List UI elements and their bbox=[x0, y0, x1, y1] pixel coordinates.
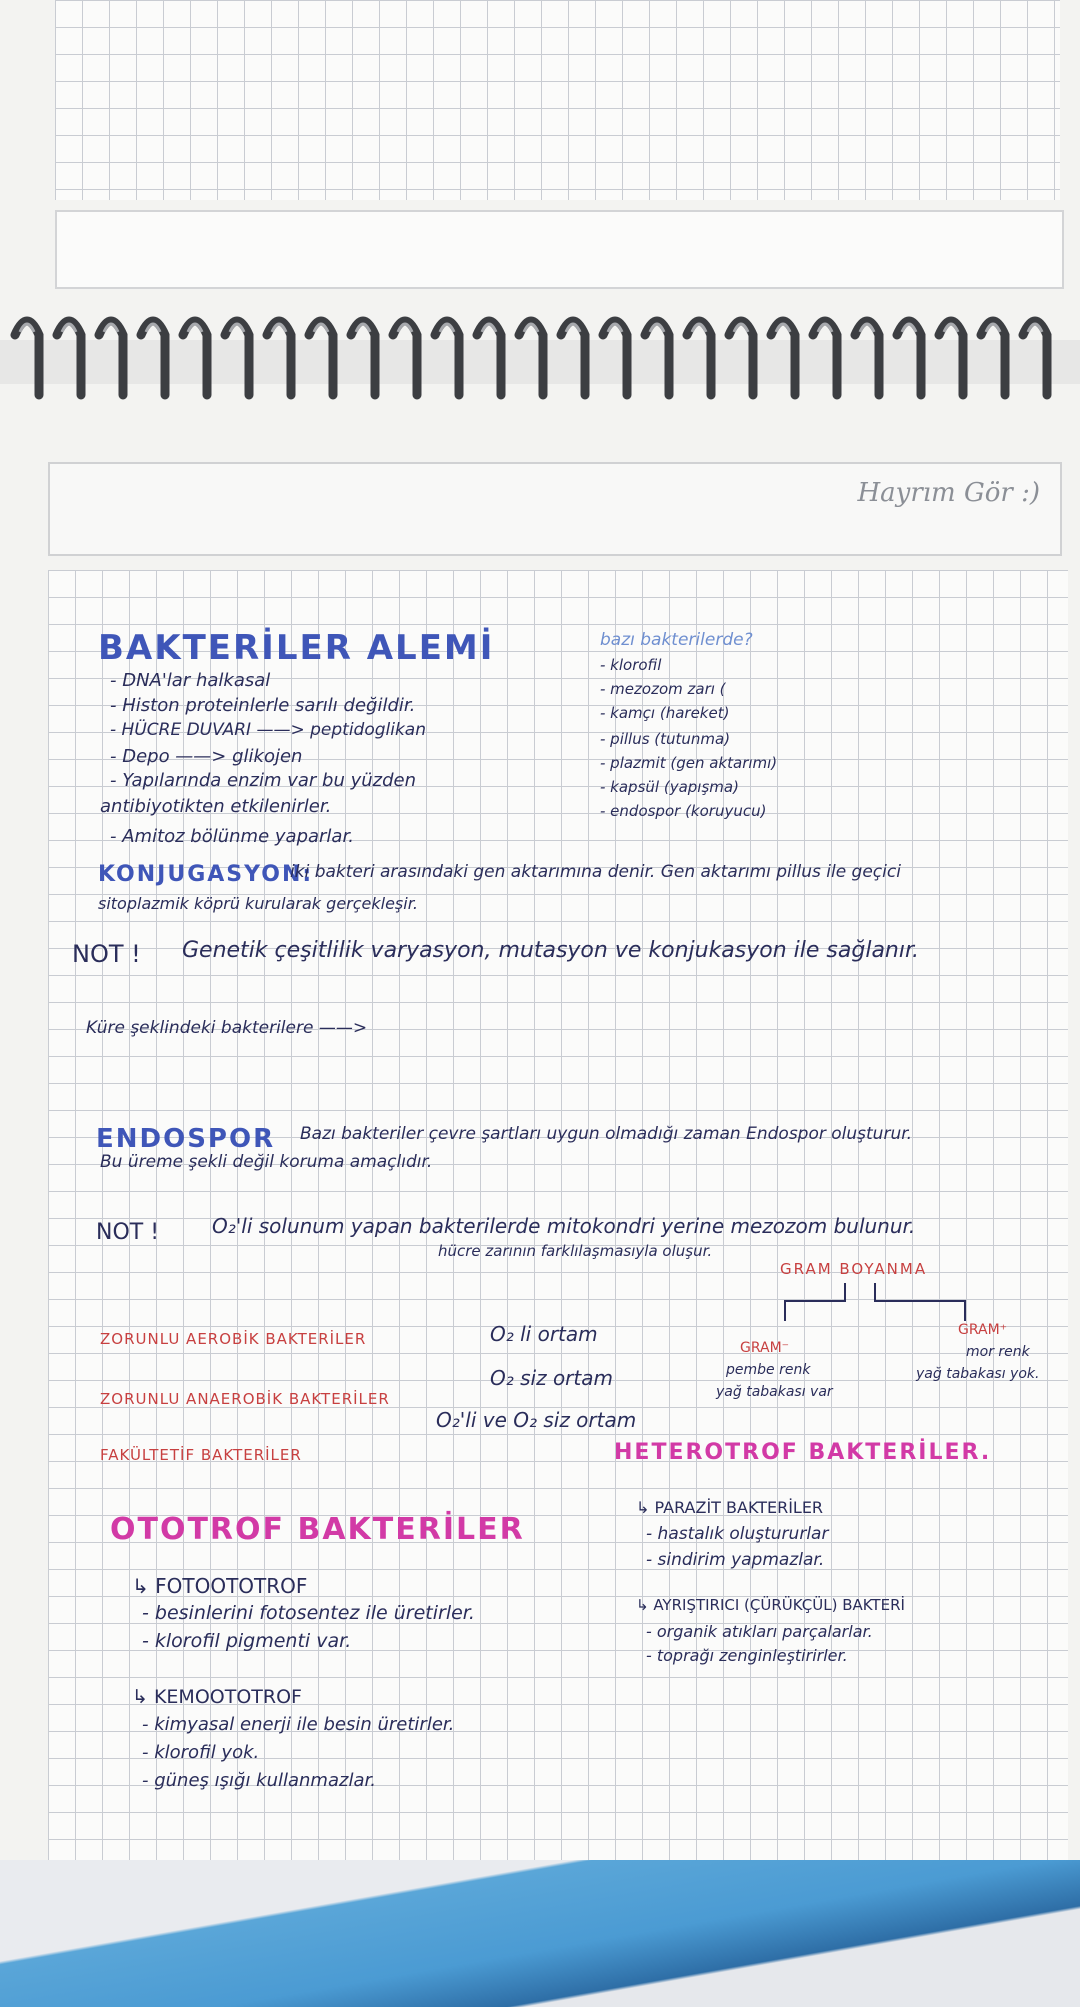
gram-negative-line: pembe renk bbox=[726, 1362, 811, 1378]
list-item: - Histon proteinlerle sarılı değildir. bbox=[110, 695, 416, 716]
right-heading: bazı bakterilerde? bbox=[600, 630, 753, 650]
ototrof-title: OTOTROF BAKTERİLER bbox=[110, 1512, 525, 1547]
title-bakteriler-alemi: BAKTERİLER ALEMİ bbox=[98, 628, 495, 668]
kemoototrof-line: - güneş ışığı kullanmazlar. bbox=[142, 1770, 376, 1791]
list-item: - Depo ——> glikojen bbox=[110, 746, 303, 767]
gram-positive-line: mor renk bbox=[966, 1344, 1030, 1360]
label-box bbox=[55, 210, 1064, 289]
oxygen-type: FAKÜLTETİF BAKTERİLER bbox=[100, 1446, 302, 1464]
gram-title: GRAM BOYANMA bbox=[780, 1260, 928, 1278]
list-item: - DNA'lar halkasal bbox=[110, 670, 271, 691]
ayristirici-line: - organik atıkları parçalarlar. bbox=[646, 1622, 873, 1641]
fotoototrof-line: - besinlerini fotosentez ile üretirler. bbox=[142, 1602, 475, 1624]
fotoototrof-line: - klorofil pigmenti var. bbox=[142, 1630, 352, 1652]
endospor-title: ENDOSPOR bbox=[96, 1124, 276, 1154]
list-item: - mezozom zarı ( bbox=[600, 680, 726, 698]
gram-negative-label: GRAM⁻ bbox=[740, 1340, 790, 1356]
ayristirici-title: ↳ AYRIŞTIRICI (ÇÜRÜKÇÜL) BAKTERİ bbox=[636, 1596, 905, 1614]
note-text-2: hücre zarının farklılaşmasıyla oluşur. bbox=[438, 1242, 713, 1260]
list-item: - kamçı (hareket) bbox=[600, 704, 730, 722]
list-item: - endospor (koruyucu) bbox=[600, 802, 767, 820]
note-text: Genetik çeşitlilik varyasyon, mutasyon ve konjukasyon ile sağlanır. bbox=[182, 938, 919, 963]
list-item: - HÜCRE DUVARI ——> peptidoglikan bbox=[110, 720, 427, 740]
previous-page-grid bbox=[55, 0, 1060, 200]
notebook-cover-edge bbox=[0, 1860, 1080, 2007]
gram-positive-label: GRAM⁺ bbox=[958, 1322, 1008, 1338]
oxygen-env: O₂ siz ortam bbox=[490, 1366, 613, 1390]
konjugasyon-title: KONJUGASYON: bbox=[98, 862, 314, 887]
gram-positive-line: yağ tabakası yok. bbox=[916, 1366, 1040, 1382]
kemoototrof-line: - klorofil yok. bbox=[142, 1742, 260, 1763]
list-item: - Yapılarında enzim var bu yüzden bbox=[110, 770, 416, 791]
heterotrof-title: HETEROTROF BAKTERİLER. bbox=[614, 1440, 992, 1465]
kemoototrof-title: ↳ KEMOOTOTROF bbox=[132, 1686, 302, 1708]
kemoototrof-line: - kimyasal enerji ile besin üretirler. bbox=[142, 1714, 455, 1735]
list-item: - pillus (tutunma) bbox=[600, 730, 731, 748]
note-label: NOT ! bbox=[72, 940, 141, 968]
ayristirici-line: - toprağı zenginleştirirler. bbox=[646, 1646, 848, 1665]
header-box bbox=[48, 462, 1062, 556]
list-item: - Amitoz bölünme yaparlar. bbox=[110, 826, 354, 847]
oxygen-type: ZORUNLU ANAEROBİK BAKTERİLER bbox=[100, 1390, 390, 1408]
parazit-line: - sindirim yapmazlar. bbox=[646, 1550, 825, 1570]
list-item: - kapsül (yapışma) bbox=[600, 778, 739, 796]
oxygen-env: O₂ li ortam bbox=[490, 1322, 598, 1346]
oxygen-type: ZORUNLU AEROBİK BAKTERİLER bbox=[100, 1330, 367, 1348]
konjugasyon-text-2: sitoplazmik köprü kurularak gerçekleşir. bbox=[98, 894, 418, 913]
endospor-text-2: Bu üreme şekli değil koruma amaçlıdır. bbox=[100, 1152, 433, 1172]
spiral-binding-graphic bbox=[0, 300, 1080, 430]
konjugasyon-text-1: iki bakteri arasındaki gen aktarımına denir. Gen aktarımı pillus ile geçici bbox=[290, 862, 901, 882]
parazit-line: - hastalık oluştururlar bbox=[646, 1524, 829, 1544]
list-item: antibiyotikten etkilenirler. bbox=[100, 796, 332, 817]
list-item: - plazmit (gen aktarımı) bbox=[600, 754, 778, 772]
note-label: NOT ! bbox=[96, 1220, 160, 1245]
note-text-1: O₂'li solunum yapan bakterilerde mitokondri yerine mezozom bulunur. bbox=[212, 1214, 916, 1238]
endospor-text-1: Bazı bakteriler çevre şartları uygun olmadığı zaman Endospor oluşturur. bbox=[300, 1124, 913, 1144]
list-item: - klorofil bbox=[600, 656, 662, 674]
gram-negative-line: yağ tabakası var bbox=[716, 1384, 833, 1400]
motto: Hayrım Gör :) bbox=[857, 478, 1040, 508]
kure-text: Küre şeklindeki bakterilere ——> bbox=[86, 1018, 368, 1038]
fotoototrof-title: ↳ FOTOOTOTROF bbox=[132, 1574, 308, 1598]
oxygen-env: O₂'li ve O₂ siz ortam bbox=[436, 1408, 637, 1432]
parazit-title: ↳ PARAZİT BAKTERİLER bbox=[636, 1498, 824, 1517]
